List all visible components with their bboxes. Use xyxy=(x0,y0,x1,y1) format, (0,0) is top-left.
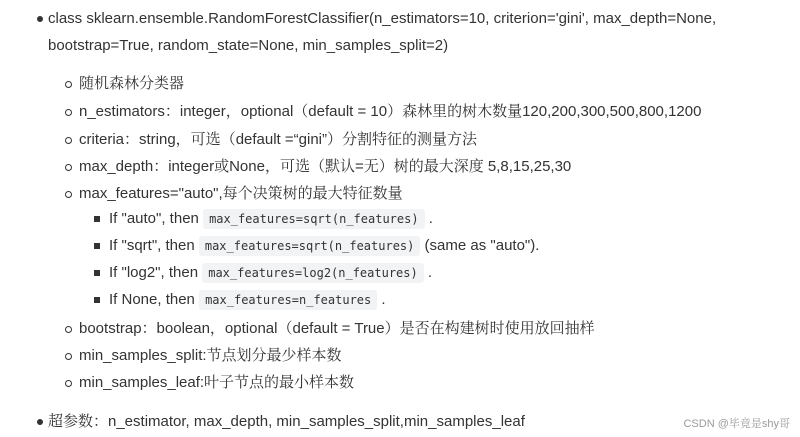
rule-none xyxy=(109,290,386,310)
bullet-circle xyxy=(65,164,72,171)
sub-item-bootstrap: bootstrap：boolean，optional（default = True）是否在构建树时使用放回抽样 xyxy=(79,320,595,337)
bullet-square xyxy=(94,270,100,276)
rule-suffix: . xyxy=(428,210,433,227)
bullet-square xyxy=(94,297,100,303)
bullet-circle xyxy=(65,81,72,88)
code-snippet: max_features=sqrt(n_features) xyxy=(203,209,425,229)
rule-prefix: If "auto", then xyxy=(109,210,199,227)
rule-suffix: . xyxy=(381,291,386,308)
bullet-circle xyxy=(65,326,72,333)
class-signature-line-1: class sklearn.ensemble.RandomForestClassifier(n_estimators=10, criterion='gini', max_depth=None, xyxy=(48,10,717,27)
rule-suffix: . xyxy=(427,264,433,281)
hyperparameters-line: 超参数：n_estimator, max_depth, min_samples_split,min_samples_leaf xyxy=(48,413,525,430)
csdn-watermark: CSDN @毕竟是shy哥 xyxy=(683,418,790,430)
rule-suffix: (same as "auto"). xyxy=(424,237,540,254)
sub-item-max-features: max_features="auto",每个决策树的最大特征数量 xyxy=(79,185,403,202)
rule-sqrt xyxy=(109,236,539,256)
code-snippet: max_features=sqrt(n_features) xyxy=(199,236,421,256)
bullet-circle xyxy=(65,109,72,116)
sub-item-title: 随机森林分类器 xyxy=(79,75,185,92)
bullet-disc xyxy=(37,16,43,22)
sub-item-criteria: criteria：string，可选（default =“gini”）分割特征的测量方法 xyxy=(79,131,477,148)
code-snippet: max_features=log2(n_features) xyxy=(202,263,424,283)
rule-prefix: If None, then xyxy=(109,291,195,308)
code-snippet: max_features=n_features xyxy=(199,290,377,310)
bullet-square xyxy=(94,216,100,222)
class-signature-line-2: bootstrap=True, random_state=None, min_samples_split=2) xyxy=(48,37,449,54)
rule-prefix: If "sqrt", then xyxy=(109,237,195,254)
rule-log2 xyxy=(109,263,432,283)
sub-item-max-depth: max_depth：integer或None，可选（默认=无）树的最大深度 5,8,15,25,30 xyxy=(79,158,572,175)
sub-item-n-estimators: n_estimators：integer，optional（default = 10）森林里的树木数量120,200,300,500,800,1200 xyxy=(79,103,702,120)
bullet-circle xyxy=(65,137,72,144)
rule-prefix: If "log2", then xyxy=(109,264,199,281)
sub-item-min-samples-split: min_samples_split:节点划分最少样本数 xyxy=(79,347,342,364)
bullet-square xyxy=(94,243,100,249)
bullet-disc xyxy=(37,419,43,425)
bullet-circle xyxy=(65,353,72,360)
bullet-circle xyxy=(65,380,72,387)
bullet-circle xyxy=(65,191,72,198)
sub-item-min-samples-leaf: min_samples_leaf:叶子节点的最小样本数 xyxy=(79,374,355,391)
rule-auto xyxy=(109,209,433,229)
